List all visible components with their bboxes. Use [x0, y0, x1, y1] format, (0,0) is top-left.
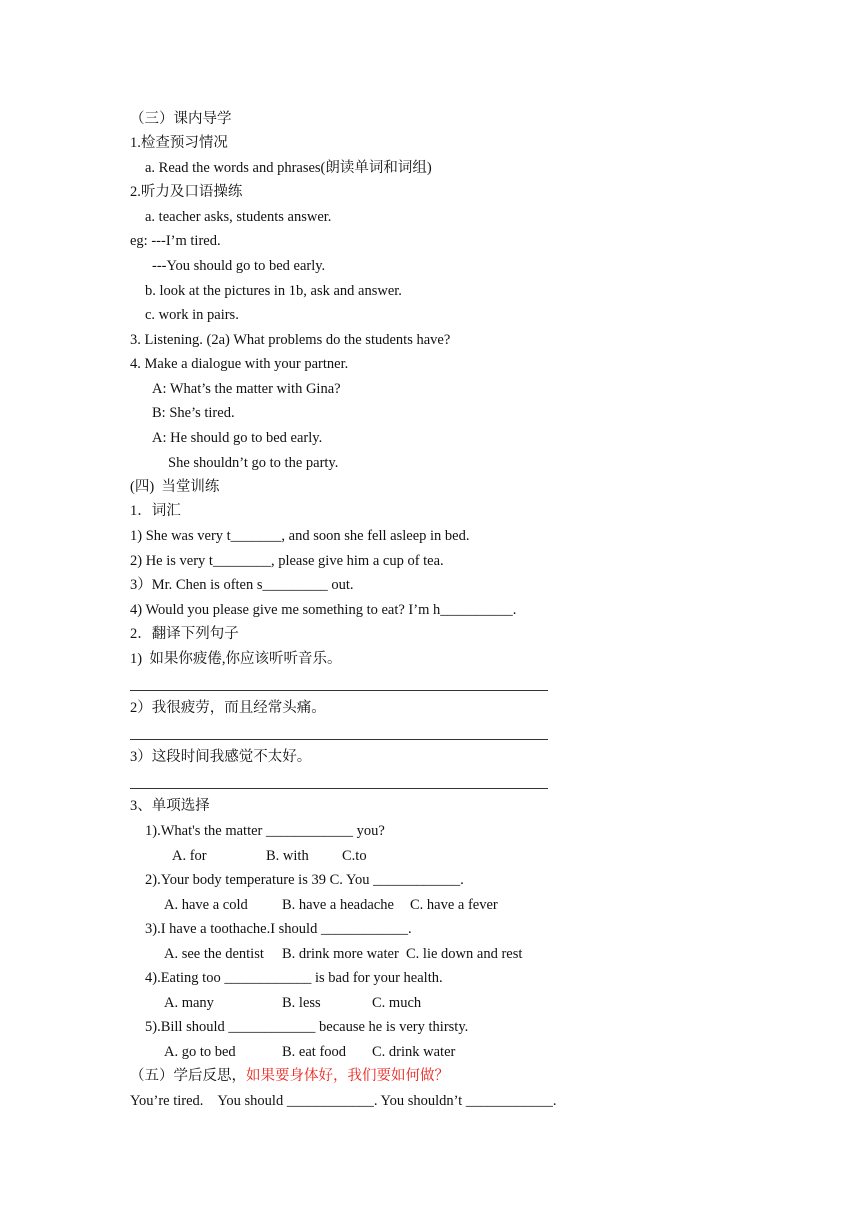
option-b: B. have a headache	[282, 897, 394, 913]
question: 1).What's the matter ____________ you?	[145, 823, 385, 839]
answer-line	[130, 788, 548, 789]
question: 3).I have a toothache.I should ____________.	[145, 921, 412, 937]
example-answer: ---You should go to bed early.	[152, 258, 326, 274]
translate-item: 3）这段时间我感觉不太好。	[130, 749, 312, 765]
option-c: C. drink water	[372, 1044, 456, 1060]
question: 2).Your body temperature is 39 C. You ____________.	[145, 872, 464, 888]
option-a: A. see the dentist	[164, 946, 264, 962]
option-b: B. drink more water	[282, 946, 399, 962]
item-2-title: 2.听力及口语操练	[130, 184, 243, 200]
option-c: C. lie down and rest	[406, 946, 523, 962]
answer-line	[130, 690, 548, 691]
option-a: A. have a cold	[164, 897, 248, 913]
option-b: B. less	[282, 995, 321, 1011]
dialogue-line: A: What’s the matter with Gina?	[152, 381, 341, 397]
section-4-heading: (四) 当堂训练	[130, 479, 220, 495]
section-5-prompt: 如果要身体好，我们要如何做？	[246, 1068, 449, 1084]
item-2-c: c. work in pairs.	[145, 307, 239, 323]
translate-title: 2．翻译下列句子	[130, 626, 239, 642]
option-c: C.to	[342, 848, 367, 864]
dialogue-line: A: He should go to bed early.	[152, 430, 323, 446]
option-a: A. many	[164, 995, 214, 1011]
dialogue-line: B: She’s tired.	[152, 405, 235, 421]
answer-line	[130, 739, 548, 740]
example-question: eg: ---I’m tired.	[130, 233, 221, 249]
vocab-item: 1) She was very t_______, and soon she fell asleep in bed.	[130, 528, 470, 544]
translate-item: 1) 如果你疲倦,你应该听听音乐。	[130, 651, 342, 667]
vocab-item: 2) He is very t________, please give him a cup of tea.	[130, 553, 444, 569]
item-1-title: 1.检查预习情况	[130, 135, 228, 151]
section-5-heading	[130, 1067, 449, 1085]
dialogue-line: She shouldn’t go to the party.	[168, 455, 339, 471]
section-3-heading: （三）课内导学	[130, 111, 232, 127]
item-4-dialogue-title: 4. Make a dialogue with your partner.	[130, 356, 349, 372]
section-5-heading-label: （五）学后反思，	[130, 1068, 246, 1084]
option-b: B. eat food	[282, 1044, 347, 1060]
option-c: C. much	[372, 995, 422, 1011]
vocab-item: 3）Mr. Chen is often s_________ out.	[130, 577, 354, 593]
option-b: B. with	[266, 848, 309, 864]
item-2-b: b. look at the pictures in 1b, ask and answer.	[145, 283, 402, 299]
question: 4).Eating too ____________ is bad for your health.	[145, 970, 443, 986]
question: 5).Bill should ____________ because he is very thirsty.	[145, 1019, 469, 1035]
option-a: A. go to bed	[164, 1044, 236, 1060]
vocab-title: 1．词汇	[130, 503, 181, 519]
reflection-line: You’re tired. You should ____________. You shouldn’t ____________.	[130, 1093, 557, 1109]
vocab-item: 4) Would you please give me something to eat? I’m h__________.	[130, 602, 517, 618]
choice-title: 3、单项选择	[130, 798, 210, 814]
item-3-listening: 3. Listening. (2a) What problems do the students have?	[130, 332, 451, 348]
option-a: A. for	[172, 848, 207, 864]
translate-item: 2）我很疲劳，而且经常头痛。	[130, 700, 326, 716]
option-c: C. have a fever	[410, 897, 498, 913]
item-2-a: a. teacher asks, students answer.	[145, 209, 332, 225]
item-1-a: a. Read the words and phrases(朗读单词和词组)	[145, 160, 432, 176]
